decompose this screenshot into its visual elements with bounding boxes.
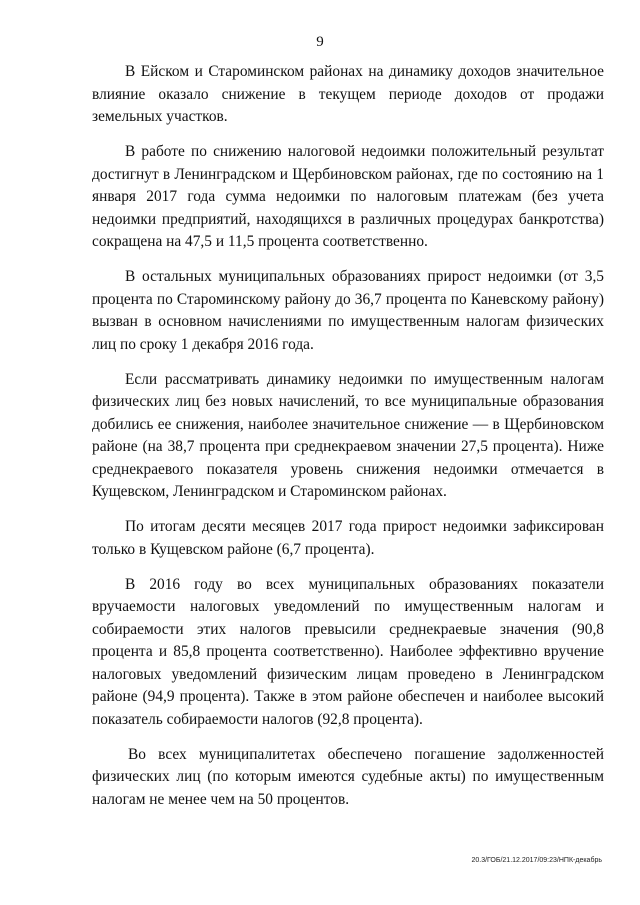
- paragraph-3: В остальных муниципальных образованиях прирост недоимки (от 3,5 процента по Староминскому району до 36,7 процента по Каневскому району) вызван в основном начислениями по имущественным налогам физических лиц по сроку 1 декабря 2016 года.: [92, 268, 604, 353]
- body-text: [92, 61, 604, 811]
- paragraph-1: В Ейском и Староминском районах на динамику доходов значительное влияние оказало снижение в текущем периоде доходов от продажи земельных участков.: [92, 63, 604, 125]
- page-number: 9: [316, 34, 324, 50]
- paragraph-6: В 2016 году во всех муниципальных образованиях показатели вручаемости налоговых уведомлений по имущественным налогам и собираемости этих налогов превысили среднекраевые значения (90,8 процента и 85,8 процента соответственно). Наиболее эффективно вручение налоговых уведомлений физическим лицам проведено в Ленинградском районе (94,9 процента). Также в этом районе обеспечен и наиболее высокий показатель собираемости налогов (92,8 процента).: [92, 575, 604, 728]
- paragraph-5: По итогам десяти месяцев 2017 года прирост недоимки зафиксирован только в Кущевском районе (6,7 процента).: [92, 518, 604, 558]
- paragraph-7: Во всех муниципалитетах обеспечено погашение задолженностей физических лиц (по которым имеются судебные акты) по имущественным налогам не менее чем на 50 процентов.: [92, 745, 604, 808]
- paragraph-4: Если рассматривать динамику недоимки по имущественным налогам физических лиц без новых начислений, то все муниципальные образования добились ее снижения, наиболее значительное снижение — в Щербиновском районе (на 38,7 процента при среднекраевом значении 27,5 процента). Ниже среднекраевого показателя уровень снижения недоимки отмечается в Кущевском, Ленинградском и Староминском районах.: [92, 370, 604, 500]
- footer-document-code: 20.3/ГОБ/21.12.2017/09:23/НПК-декабрь: [471, 857, 602, 864]
- paragraph-2: В работе по снижению налоговой недоимки положительный результат достигнут в Ленинградском и Щербиновском районах, где по состоянию на 1 января 2017 года сумма недоимки по налоговым платежам (без учета недоимки предприятий, находящихся в различных процедурах банкротства) сокращена на 47,5 и 11,5 процента соответственно.: [92, 143, 604, 250]
